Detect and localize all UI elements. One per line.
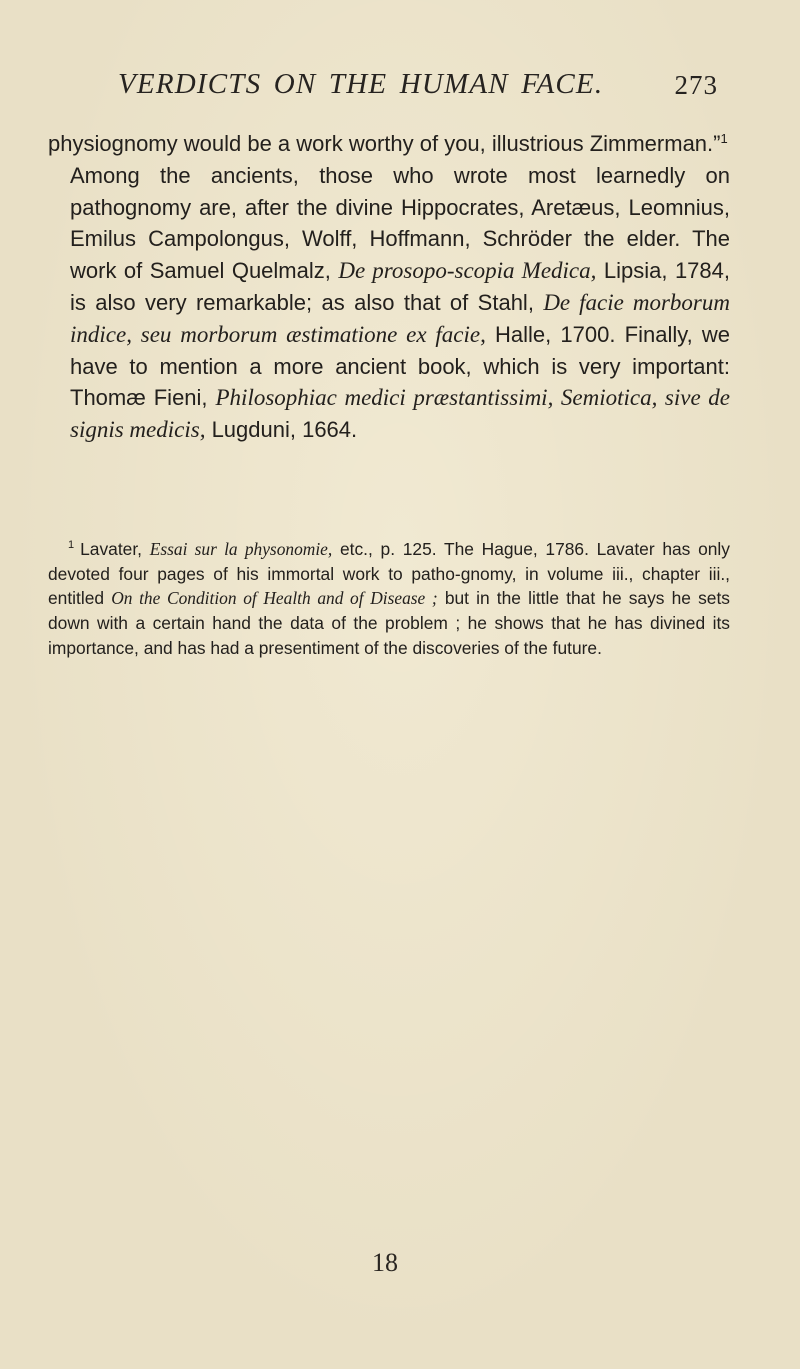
footnote-text: Lavater, (80, 539, 150, 559)
paragraph-text: Lipsia, 1784, is also very remarkable; as also that of Stahl, (70, 258, 731, 315)
paragraph-ancients (48, 160, 730, 446)
paragraph-text: Among the ancients, those who wrote most learnedly on pathognomy are, after the divine Hippocrates, Aretæus, Leomnius, Emilus Campolongus, Wolff, Hoffmann, Schröder the elder. The work of Samuel Quelmalz, (70, 162, 730, 284)
title-de-facie: De facie morborum indice, seu morborum æstimatione ex facie, (70, 289, 730, 347)
running-head (118, 68, 718, 108)
footnote-text: etc., p. 125. The Hague, 1786. Lavater has only devoted four pages of his immortal work to patho-gnomy, in volume iii., chapter iii., entitled (48, 539, 730, 609)
signature-mark: 18 (372, 1248, 398, 1277)
footnote (48, 537, 730, 661)
page-number: 273 (674, 70, 718, 100)
title-semiotica: Philosophiac medici præstantissimi, Semiotica, sive de signis medicis, (70, 385, 730, 443)
running-title: VERDICTS ON THE HUMAN FACE. (118, 68, 604, 100)
footnote-mark: 1 (68, 539, 75, 551)
footnote-text: but in the little that he says he sets down with a certain hand the data of the problem ; he shows that he has divined its importance, and has had a presentiment of the discoveries of the future. (48, 588, 730, 658)
paragraph-text: Halle, 1700. Finally, we have to mention a more ancient book, which is very important: Thomæ Fieni, (70, 321, 730, 411)
footnote-reference: 1 (720, 131, 728, 146)
title-prosoposcopia: De prosopo-scopia Medica, (338, 258, 597, 284)
footnote-paragraph (48, 537, 730, 661)
body-text (48, 128, 730, 446)
paragraph-text: Lugduni, 1664. (205, 417, 358, 443)
paragraph-text: physiognomy would be a work worthy of you, illustrious Zimmerman.” (48, 131, 721, 156)
paragraph-continuation (48, 128, 730, 160)
footnote-title-condition: On the Condition of Health and of Disease ; (111, 588, 438, 609)
footnote-title-essai: Essai sur la physonomie, (149, 539, 333, 559)
